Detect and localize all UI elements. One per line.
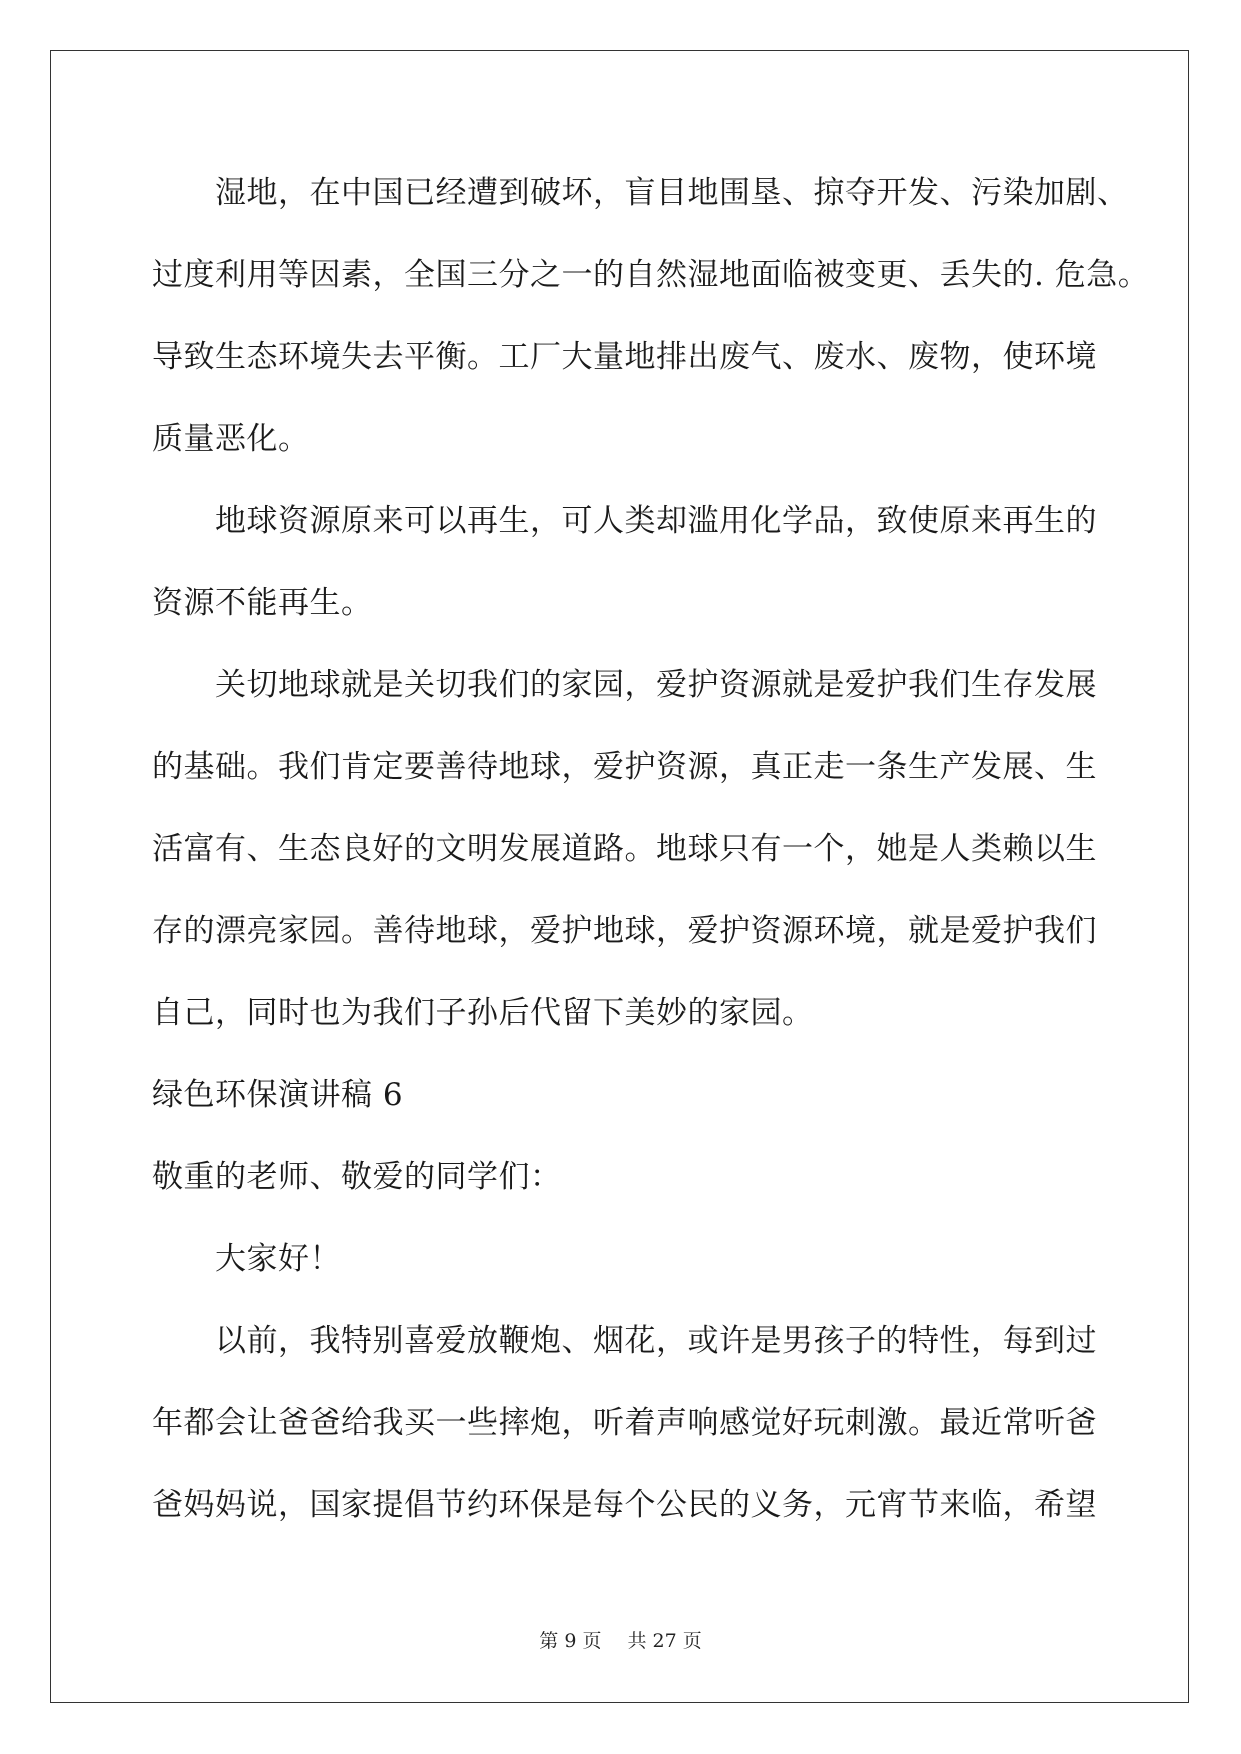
salutation: 敬重的老师、敬爱的同学们：: [152, 1159, 562, 1195]
page-number: 第 9 页: [539, 1630, 602, 1652]
paragraph-line: 地球资源原来可以再生，可人类却滥用化学品，致使原来再生的: [215, 503, 1097, 539]
paragraph-line: 自己，同时也为我们子孙后代留下美妙的家园。: [152, 995, 814, 1031]
paragraph-line: 关切地球就是关切我们的家园，爱护资源就是爱护我们生存发展: [215, 667, 1097, 703]
greeting: 大家好！: [215, 1241, 341, 1277]
paragraph-line: 以前，我特别喜爱放鞭炮、烟花，或许是男孩子的特性，每到过: [215, 1323, 1097, 1359]
paragraph-line: 过度利用等因素，全国三分之一的自然湿地面临被变更、丢失的. 危急。: [152, 257, 1150, 293]
paragraph-line: 导致生态环境失去平衡。工厂大量地排出废气、废水、废物，使环境: [152, 339, 1097, 375]
section-heading: 绿色环保演讲稿 6: [152, 1077, 404, 1113]
paragraph-line: 质量恶化。: [152, 421, 310, 457]
paragraph-line: 存的漂亮家园。善待地球，爱护地球，爱护资源环境，就是爱护我们: [152, 913, 1097, 949]
paragraph-line: 爸妈妈说，国家提倡节约环保是每个公民的义务，元宵节来临，希望: [152, 1487, 1097, 1523]
paragraph-line: 资源不能再生。: [152, 585, 373, 621]
paragraph-line: 的基础。我们肯定要善待地球，爱护资源，真正走一条生产发展、生: [152, 749, 1097, 785]
page-total: 共 27 页: [627, 1630, 702, 1652]
paragraph-line: 活富有、生态良好的文明发展道路。地球只有一个，她是人类赖以生: [152, 831, 1097, 867]
paragraph-line: 年都会让爸爸给我买一些摔炮，听着声响感觉好玩刺激。最近常听爸: [152, 1405, 1097, 1441]
page-footer: [0, 1626, 1241, 1653]
document-body: [152, 168, 1150, 1562]
paragraph-line: 湿地，在中国已经遭到破坏，盲目地围垦、掠夺开发、污染加剧、: [215, 175, 1129, 211]
